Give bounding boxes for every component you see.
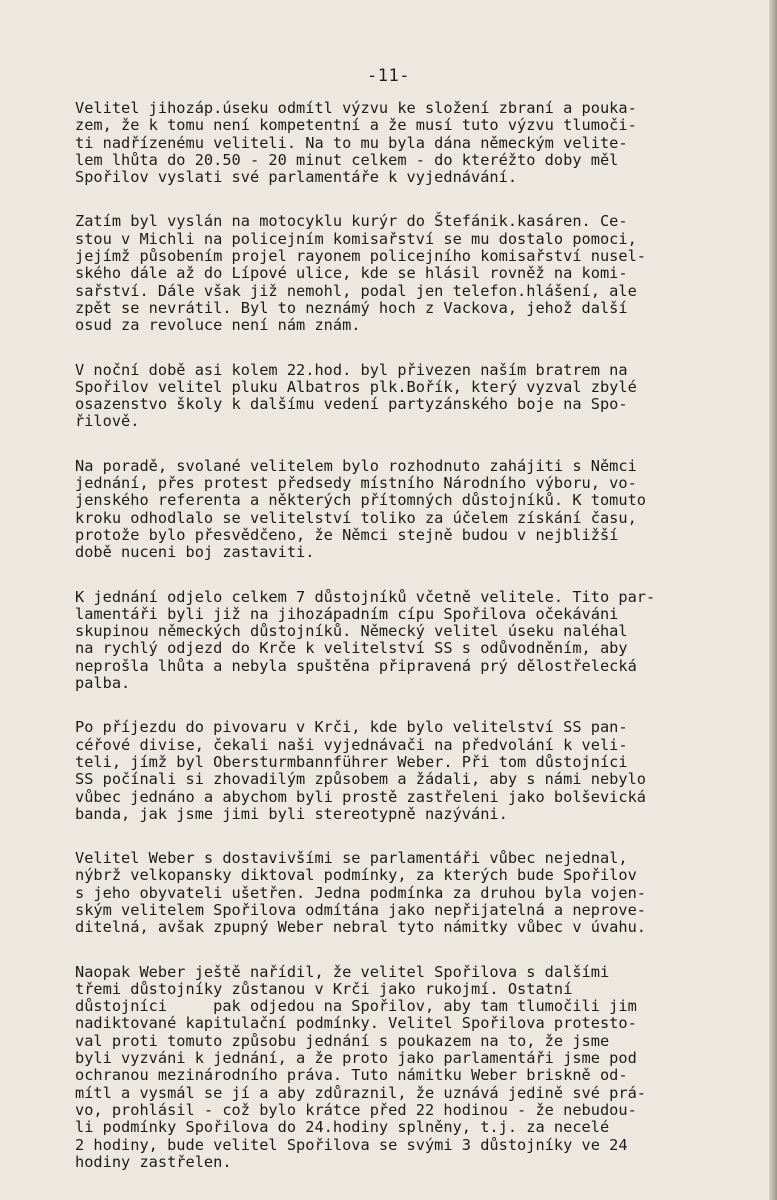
text-line: řilově. bbox=[75, 412, 140, 431]
text-line: vůbec jednáno a abychom byli prostě zastřeleni jako bolševická bbox=[75, 787, 646, 806]
text-line: K jednání odjelo celkem 7 důstojníků včetně velitele. Tito par- bbox=[75, 587, 656, 606]
text-line: zem, že k tomu není kompetentní a že musí tuto výzvu tlumoči- bbox=[75, 116, 637, 135]
text-line: Po příjezdu do pivovaru v Krči, kde bylo velitelství SS pan- bbox=[75, 718, 628, 737]
text-line: neprošla lhůta a nebyla spuštěna připravená prý dělostřelecká bbox=[75, 656, 637, 675]
paragraph-1 bbox=[75, 100, 755, 186]
text-line: na rychlý odjezd do Krče k velitelství SS s odůvodněním, aby bbox=[75, 639, 628, 658]
text-line: mítl a vysmál se jí a aby zdůraznil, že uznává jedině své prá- bbox=[75, 1083, 646, 1102]
paragraph-2 bbox=[75, 213, 755, 334]
text-line: třemi důstojníky zůstanou v Krči jako rukojmí. Ostatní bbox=[75, 979, 573, 998]
text-line: skupinou německých důstojníků. Německý velitel úseku naléhal bbox=[75, 622, 628, 641]
text-line: ského dále až do Lípové ulice, kde se hlásil rovněž na komi- bbox=[75, 264, 628, 283]
text-line: ochranou mezinárodního práva. Tuto námitku Weber briskně od- bbox=[75, 1066, 628, 1085]
text-line: sařství. Dále však již nemohl, podal jen telefon.hlášení, ale bbox=[75, 281, 637, 300]
paragraph-3 bbox=[75, 362, 755, 431]
text-line: SS počínali si zhovadilým způsobem a žádali, aby s námi nebylo bbox=[75, 770, 646, 789]
text-line: nýbrž velkopansky diktoval podmínky, za kterých bude Spořilov bbox=[75, 866, 637, 885]
text-line: Spořilov velitel pluku Albatros plk.Bořík, který vyzval zbylé bbox=[75, 377, 637, 396]
text-line: val proti tomuto způsobu jednání s poukazem na to, že jsme bbox=[75, 1031, 610, 1050]
text-line: kroku odhodlalo se velitelství toliko za účelem získání času, bbox=[75, 508, 637, 527]
text-line: lamentáři byli již na jihozápadním cípu Spořilova očekáváni bbox=[75, 604, 619, 623]
text-line: ditelná, avšak zpupný Weber nebral tyto námitky vůbec v úvahu. bbox=[75, 918, 646, 937]
page-number: -11- bbox=[367, 66, 410, 86]
paragraph-4 bbox=[75, 458, 755, 562]
text-line: banda, jak jsme jimi byli stereotypně nazýváni. bbox=[75, 804, 508, 823]
text-line: Spořilov vyslati své parlamentáře k vyjednávání. bbox=[75, 168, 518, 187]
text-line: byli vyzváni k jednání, a že proto jako parlamentáři jsme pod bbox=[75, 1049, 637, 1068]
text-line: stou v Michli na policejním komisařství se mu dostalo pomoci, bbox=[75, 229, 637, 248]
document-body bbox=[75, 100, 755, 1198]
text-line: důstojníci pak odjedou na Spořilov, aby tam tlumočili jim bbox=[75, 997, 637, 1016]
text-line: ským velitelem Spořilova odmítána jako nepřijatelná a neprove- bbox=[75, 900, 646, 919]
text-line: palba. bbox=[75, 674, 131, 693]
text-line: protože bylo přesvědčeno, že Němci stejně budou v nejbližší bbox=[75, 525, 619, 544]
text-line: V noční době asi kolem 22.hod. byl přivezen naším bratrem na bbox=[75, 360, 628, 379]
paragraph-7 bbox=[75, 850, 755, 936]
text-line: lem lhůta do 20.50 - 20 minut celkem - do kteréžto doby měl bbox=[75, 150, 619, 169]
text-line: Velitel jihozáp.úseku odmítl výzvu ke složení zbraní a pouka- bbox=[75, 99, 637, 117]
text-line: 2 hodiny, bude velitel Spořilova se svými 3 důstojníky ve 24 bbox=[75, 1135, 628, 1154]
paragraph-6 bbox=[75, 719, 755, 823]
text-line: době nuceni boj zastaviti. bbox=[75, 543, 315, 562]
text-line: Na poradě, svolané velitelem bylo rozhodnuto zahájiti s Němci bbox=[75, 456, 637, 475]
paragraph-8 bbox=[75, 964, 755, 1172]
text-line: jednání, přes protest předsedy místního Národního výboru, vo- bbox=[75, 474, 637, 493]
text-line: li podmínky Spořilova do 24.hodiny splněny, t.j. za necelé bbox=[75, 1118, 610, 1137]
text-line: ti nadřízenému veliteli. Na to mu byla dána německým velite- bbox=[75, 133, 628, 152]
text-line: hodiny zastřelen. bbox=[75, 1152, 232, 1171]
page-edge bbox=[769, 0, 777, 1200]
text-line: Velitel Weber s dostavivšími se parlamentáři vůbec nejednal, bbox=[75, 849, 628, 868]
text-line: s jeho obyvateli ušetřen. Jedna podmínka za druhou byla vojen- bbox=[75, 883, 646, 902]
text-line: vo, prohlásil - což bylo krátce před 22 hodinou - že nebudou- bbox=[75, 1100, 637, 1119]
text-line: Naopak Weber ještě nařídil, že velitel Spořilova s dalšími bbox=[75, 962, 610, 981]
text-line: jejímž působením projel rayonem policejního komisařství nusel- bbox=[75, 247, 646, 266]
text-line: osazenstvo školy k dalšímu vedení partyzánského boje na Spo- bbox=[75, 395, 628, 414]
text-line: céřové divise, čekali naši vyjednávači na předvolání k veli- bbox=[75, 735, 628, 754]
text-line: nadiktované kapitulační podmínky. Velitel Spořilova protesto- bbox=[75, 1014, 637, 1033]
paragraph-5 bbox=[75, 589, 755, 693]
text-line: osud za revoluce není nám znám. bbox=[75, 316, 361, 335]
text-line: zpět se nevrátil. Byl to neznámý hoch z Vackova, jehož další bbox=[75, 298, 628, 317]
text-line: jenského referenta a některých přítomných důstojníků. K tomuto bbox=[75, 491, 646, 510]
text-line: teli, jímž byl Obersturmbannführer Weber. Při tom důstojníci bbox=[75, 752, 628, 771]
text-line: Zatím byl vyslán na motocyklu kurýr do Štefánik.kasáren. Ce- bbox=[75, 212, 628, 231]
